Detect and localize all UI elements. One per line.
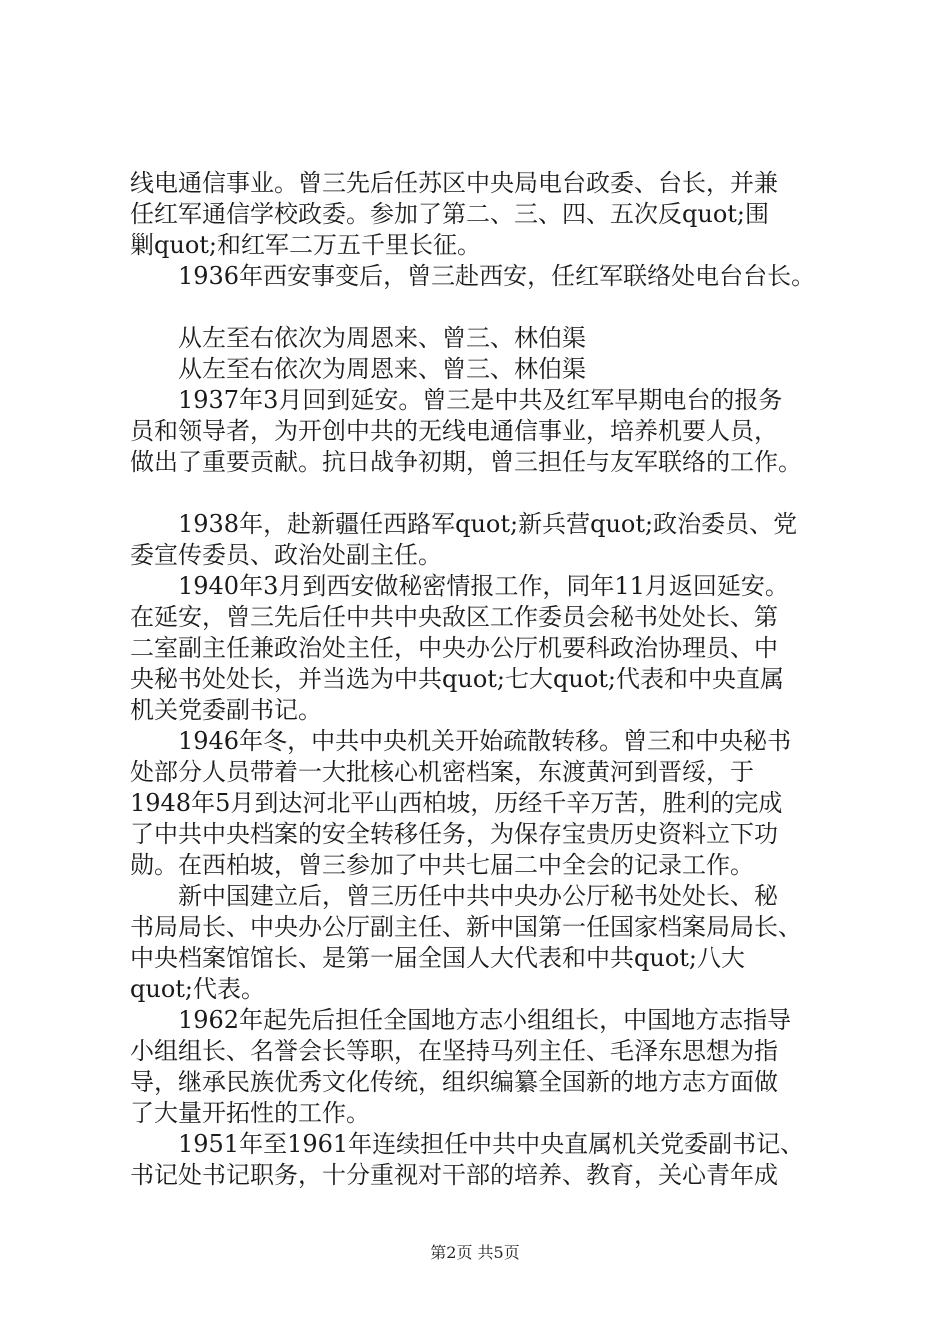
text-line: 了大量开拓性的工作。 [130,1099,370,1127]
text-line: 导，继承民族优秀文化传统，组织编纂全国新的地方志方面做 [130,1068,778,1096]
text-line: 中央档案馆馆长、是第一届全国人大代表和中共quot;八大 [130,944,745,972]
text-line: 二室副主任兼政治处主任，中央办公厅机要科政治协理员、中 [130,634,778,662]
text-line: 处部分人员带着一大批核心机密档案，东渡黄河到晋绥，于 [130,758,754,786]
text-line: 书局局长、中央办公厅副主任、新中国第一任国家档案局局长、 [130,913,802,941]
text-line: 任红军通信学校政委。参加了第二、三、四、五次反quot;围 [130,200,769,228]
text-line: 员和领导者，为开创中共的无线电通信事业，培养机要人员， [130,417,778,445]
blank-line [130,478,840,509]
text-line: 在延安，曾三先后任中共中央敌区工作委员会秘书处处长、第 [130,603,778,631]
photo-caption: 从左至右依次为周恩来、曾三、林伯渠 [178,324,586,352]
text-line: 央秘书处处长，并当选为中共quot;七大quot;代表和中央直属 [130,665,784,693]
text-line: 机关党委副书记。 [130,696,322,724]
text-line: quot;代表。 [130,975,265,1003]
text-line: 1962年起先后担任全国地方志小组组长，中国地方志指导 [178,1006,792,1034]
text-line: 做出了重要贡献。抗日战争初期，曾三担任与友军联络的工作。 [130,448,802,476]
photo-caption: 从左至右依次为周恩来、曾三、林伯渠 [178,355,586,383]
text-line: 小组组长、名誉会长等职，在坚持马列主任、毛泽东思想为指 [130,1037,778,1065]
blank-line [130,292,840,323]
text-line: 1940年3月到西安做秘密情报工作，同年11月返回延安。 [178,572,789,600]
text-line: 1951年至1961年连续担任中共中央直属机关党委副书记、 [178,1130,805,1158]
text-line: 勋。在西柏坡，曾三参加了中共七届二中全会的记录工作。 [130,851,754,879]
text-line: 书记处书记职务，十分重视对干部的培养、教育，关心青年成 [130,1161,778,1189]
document-body [130,168,840,1191]
text-line: 1946年冬，中共中央机关开始疏散转移。曾三和中央秘书 [178,727,792,755]
text-line: 了中共中央档案的安全转移任务，为保存宝贵历史资料立下功 [130,820,778,848]
text-line: 1948年5月到达河北平山西柏坡，历经千辛万苦，胜利的完成 [130,789,783,817]
text-line: 委宣传委员、政治处副主任。 [130,541,442,569]
text-line: 线电通信事业。曾三先后任苏区中央局电台政委、台长，并兼 [130,169,778,197]
text-line: 1937年3月回到延安。曾三是中共及红军早期电台的报务 [178,386,783,414]
text-line: 新中国建立后，曾三历任中共中央办公厅秘书处处长、秘 [178,882,778,910]
page-number: 第2页 共5页 [430,1243,520,1262]
text-line: 1936年西安事变后，曾三赴西安，任红军联络处电台台长。 [178,262,816,290]
text-line: 剿quot;和红军二万五千里长征。 [130,231,481,259]
text-line: 1938年，赴新疆任西路军quot;新兵营quot;政治委员、党 [178,510,798,538]
